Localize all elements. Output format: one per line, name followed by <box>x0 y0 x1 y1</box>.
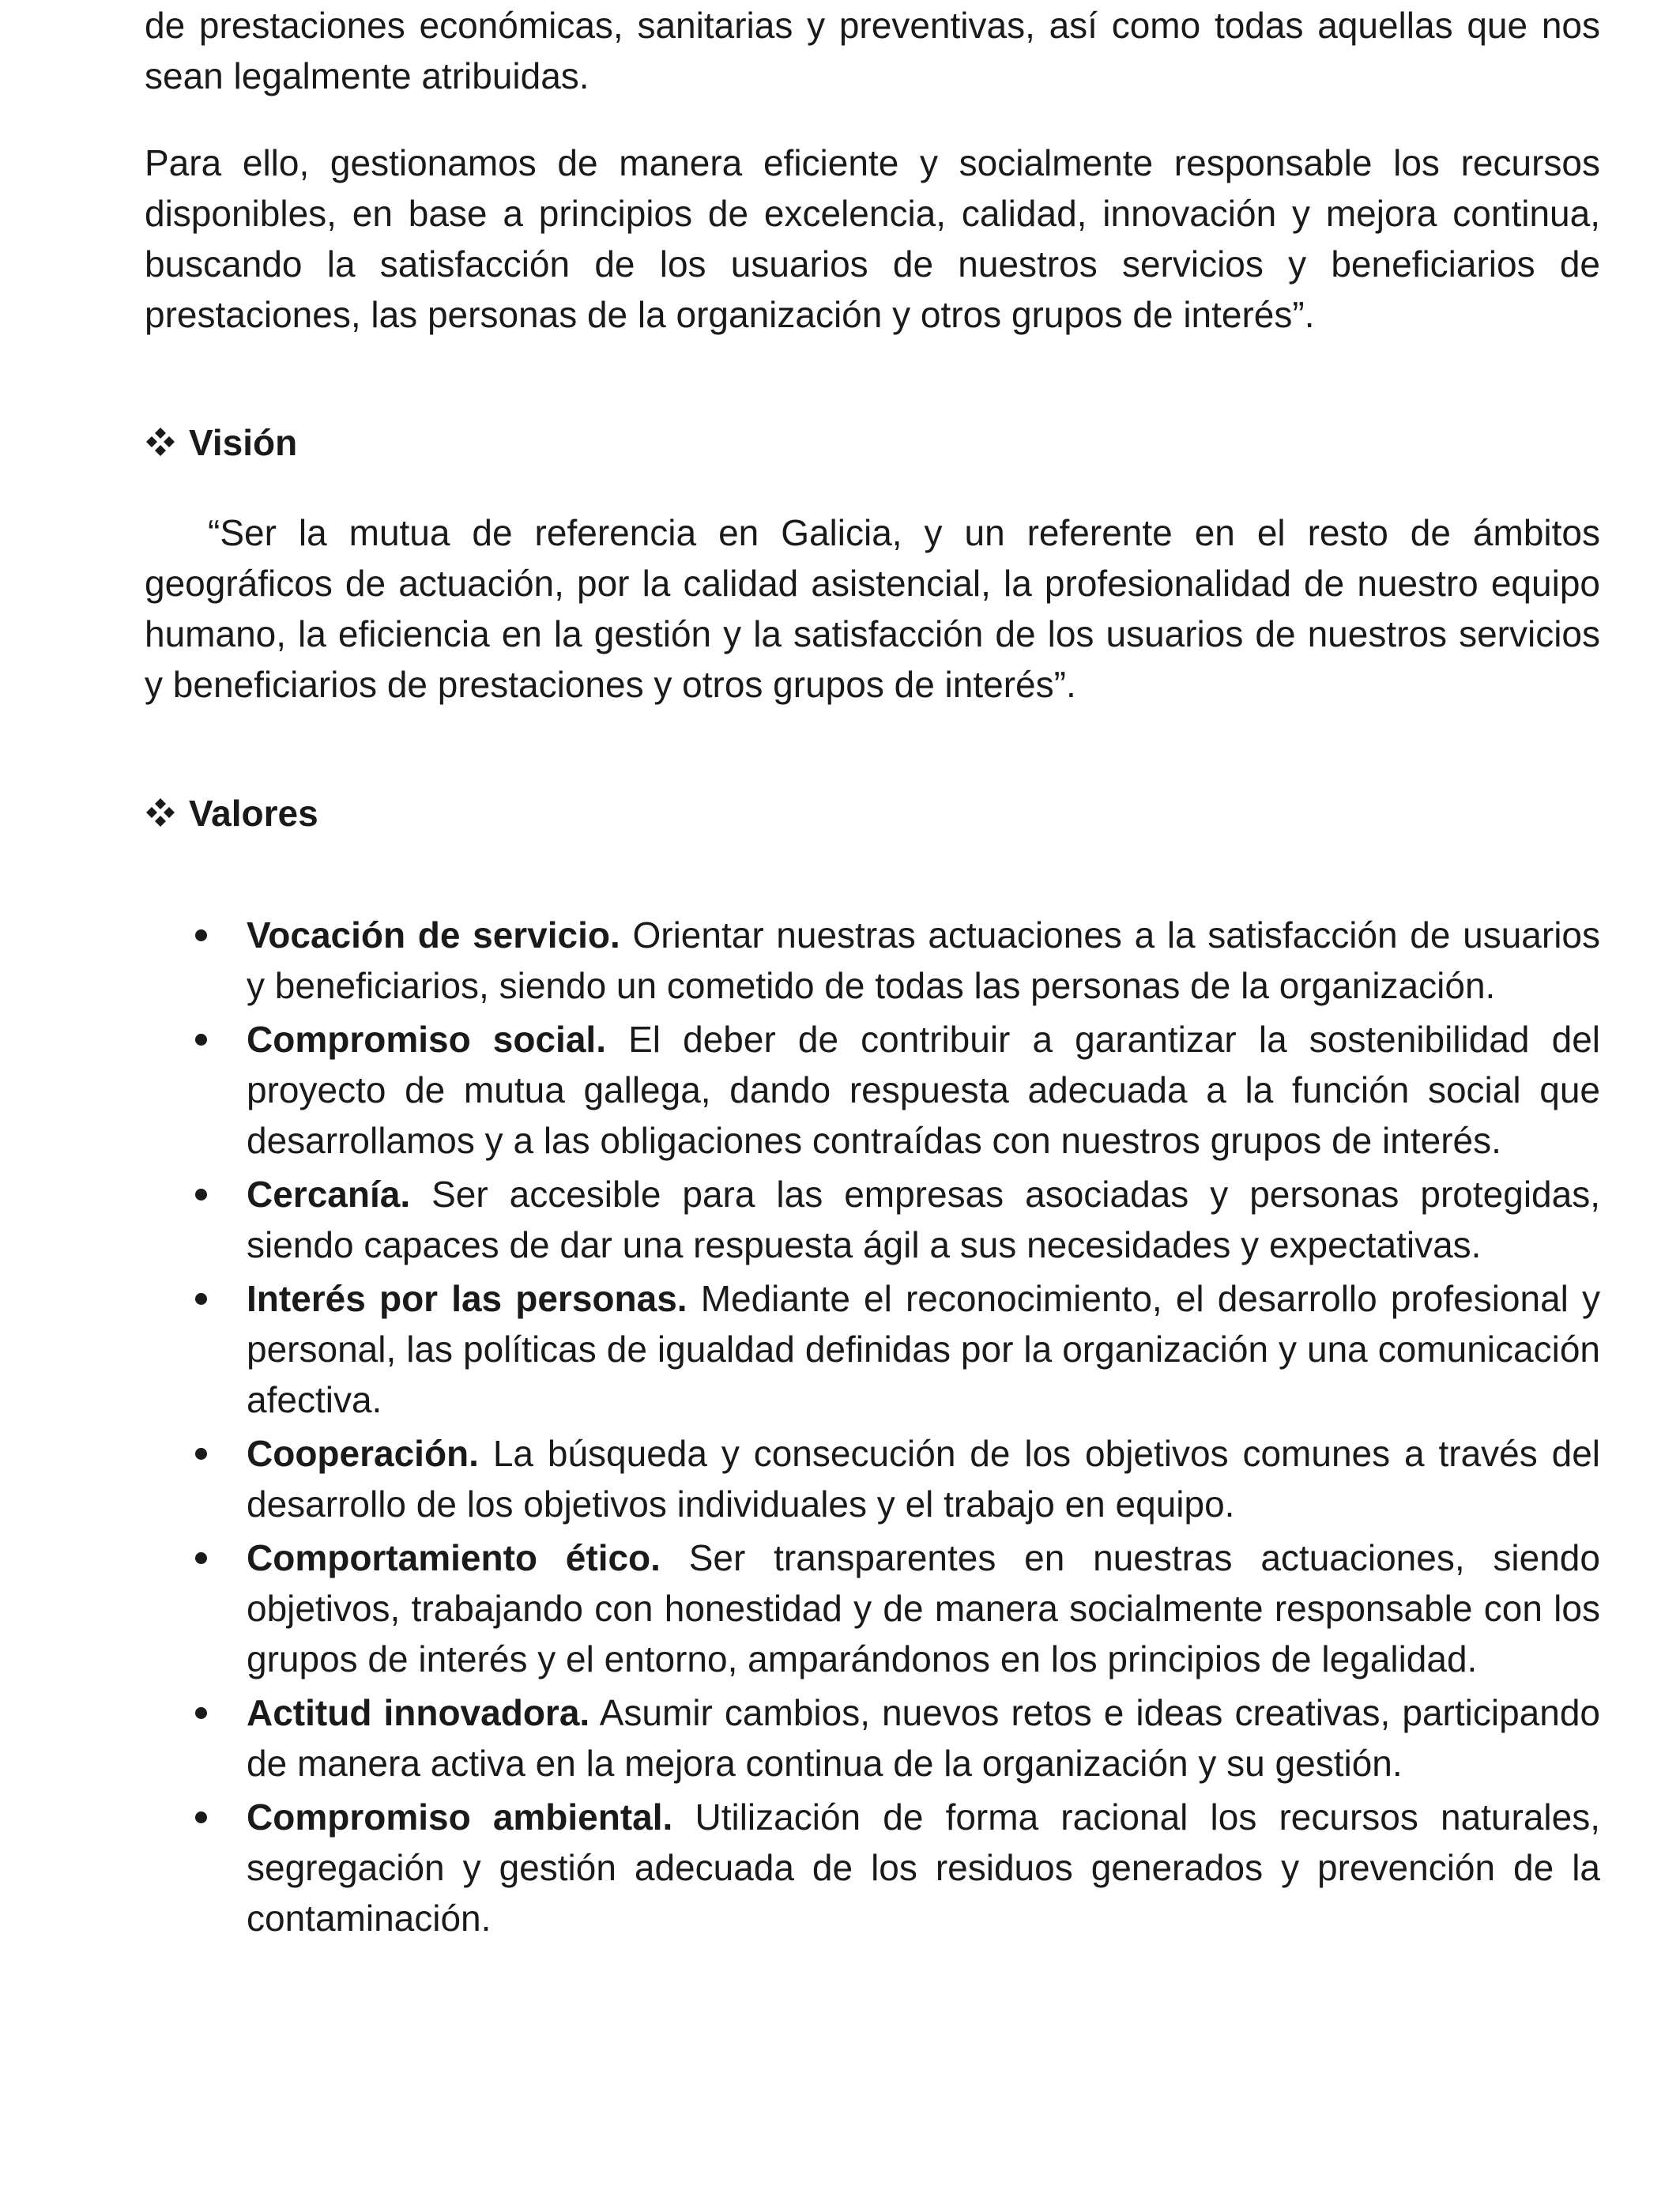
list-item <box>145 1792 1600 1943</box>
value-term: Cercanía. <box>247 1174 411 1215</box>
list-item <box>145 1169 1600 1270</box>
value-term: Cooperación. <box>247 1433 479 1474</box>
bullet-icon <box>195 1189 207 1201</box>
value-term: Comportamiento ético. <box>247 1537 661 1578</box>
bullet-icon <box>195 1448 207 1460</box>
vision-heading <box>145 417 297 468</box>
value-term: Actitud innovadora. <box>247 1692 590 1733</box>
mission-paragraph: Para ello, gestionamos de manera eficiente y socialmente responsable los recursos disponibles, en base a principios de excelencia, calidad, innovación y mejora continua, buscando la satisfacción de los usuarios de nuestros servicios y beneficiarios de prestaciones, las personas de la organización y otros grupos de interés”. <box>145 142 1600 335</box>
value-description: Utilización de forma racional los recursos naturales, segregación y gestión adecuada de los residuos generados y prevención de la contaminación. <box>247 1796 1601 1939</box>
value-description: La búsqueda y consecución de los objetivos comunes a través del desarrollo de los objetivos individuales y el trabajo en equipo. <box>247 1433 1600 1525</box>
list-item <box>145 910 1600 1011</box>
list-item <box>145 1428 1600 1529</box>
four-diamond-bullet-icon <box>145 426 176 458</box>
value-description: Ser accesible para las empresas asociadas y personas protegidas, siendo capaces de dar una respuesta ágil a sus necesidades y expectativas. <box>247 1174 1600 1265</box>
bullet-icon <box>195 1034 207 1046</box>
list-item <box>145 1014 1600 1166</box>
vision-paragraph <box>145 507 1600 710</box>
vision-text: “Ser la mutua de referencia en Galicia, y un referente en el resto de ámbitos geográficos de actuación, por la calidad asistencial, la profesionalidad de nuestro equipo humano, la eficiencia en la gestión y la satisfacción de los usuarios de nuestros servicios y beneficiarios de prestaciones y otros grupos de interés”. <box>145 512 1600 705</box>
value-description: Asumir cambios, nuevos retos e ideas creativas, participando de manera activa en la mejora continua de la organización y su gestión. <box>247 1692 1601 1784</box>
bullet-icon <box>195 1707 207 1719</box>
intro-paragraph-tail: de prestaciones económicas, sanitarias y preventivas, así como todas aquellas que nos sean legalmente atribuidas. <box>145 5 1600 96</box>
value-description: Orientar nuestras actuaciones a la satisfacción de usuarios y beneficiarios, siendo un cometido de todas las personas de la organización. <box>247 914 1601 1006</box>
four-diamond-bullet-icon <box>145 797 176 828</box>
value-term: Compromiso ambiental. <box>247 1796 673 1838</box>
bullet-icon <box>195 929 207 941</box>
value-term: Vocación de servicio. <box>247 914 620 956</box>
value-description: Ser transparentes en nuestras actuaciones, siendo objetivos, trabajando con honestidad y de manera socialmente responsable con los grupos de interés y el entorno, amparándonos en los principios de legalidad. <box>247 1537 1600 1679</box>
list-item <box>145 1687 1600 1789</box>
values-heading-label: Valores <box>189 793 318 834</box>
value-description: Mediante el reconocimiento, el desarrollo profesional y personal, las políticas de igualdad definidas por la organización y una comunicación afectiva. <box>247 1278 1601 1420</box>
list-item <box>145 1273 1600 1425</box>
list-item <box>145 1532 1600 1684</box>
vision-heading-label: Visión <box>189 422 298 463</box>
bullet-icon <box>195 1811 207 1823</box>
values-heading <box>145 788 318 839</box>
bullet-icon <box>195 1293 207 1305</box>
bullet-icon <box>195 1552 207 1564</box>
value-term: Compromiso social. <box>247 1019 606 1060</box>
values-list <box>145 910 1600 1947</box>
value-description: El deber de contribuir a garantizar la sostenibilidad del proyecto de mutua gallega, dando respuesta adecuada a la función social que desarrollamos y a las obligaciones contraídas con nuestros grupos de interés. <box>247 1019 1601 1161</box>
value-term: Interés por las personas. <box>247 1278 687 1319</box>
